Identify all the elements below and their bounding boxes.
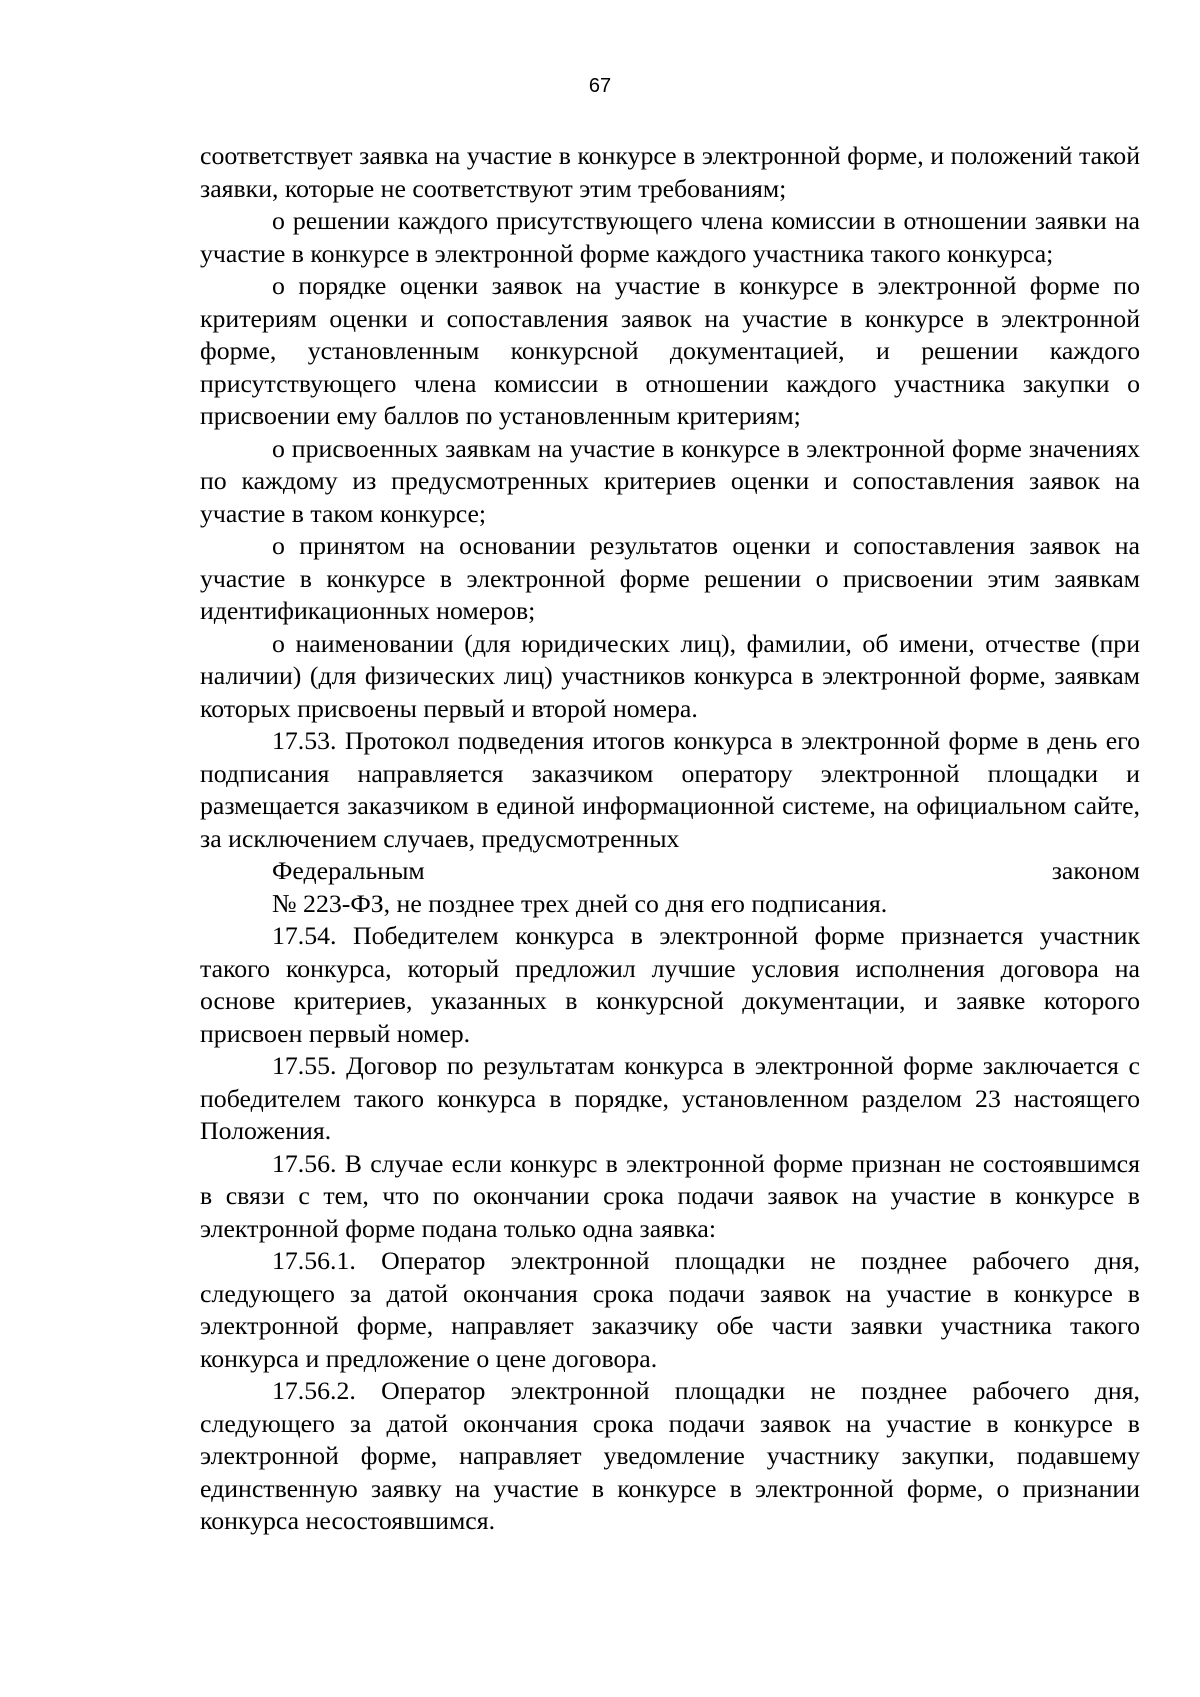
paragraph-evaluation-order: о порядке оценки заявок на участие в конкурсе в электронной форме по критериям оценки и сопоставления заявок на участие в конкурсе в электронной форме, установленным конкурсной документацией, и решении каждого присутствующего члена комиссии в отношении каждого участника закупки о присвоении ему баллов по установленным критериям; <box>200 271 1140 430</box>
paragraph-requirements-continuation: соответствует заявка на участие в конкурсе в электронной форме, и положений такой заявки, которые не соответствуют этим требованиям; <box>200 141 1140 203</box>
document-body <box>200 140 1140 1538</box>
paragraph-participant-names: о наименовании (для юридических лиц), фамилии, об имени, отчестве (при наличии) (для физических лиц) участников конкурса в электронной форме, заявкам которых присвоены первый и второй номера. <box>200 628 1140 723</box>
paragraph-identification-numbers: о принятом на основании результатов оценки и сопоставления заявок на участие в конкурсе в электронной форме решении о присвоении этим заявкам идентификационных номеров; <box>200 531 1140 625</box>
paragraph-17-56-2: 17.56.2. Оператор электронной площадки не позднее рабочего дня, следующего за датой окончания срока подачи заявок на участие в конкурсе в электронной форме, направляет уведомление участнику закупки, подавшему единственную заявку на участие в конкурсе в электронной форме, о признании конкурса несостоявшимся. <box>200 1376 1140 1535</box>
paragraph-17-56-1: 17.56.1. Оператор электронной площадки не позднее рабочего дня, следующего за датой окончания срока подачи заявок на участие в конкурсе в электронной форме, направляет заказчику обе части заявки участника такого конкурса и предложение о цене договора. <box>200 1246 1140 1373</box>
paragraph-17-56: 17.56. В случае если конкурс в электронной форме признан не состоявшимся в связи с тем, что по окончании срока подачи заявок на участие в конкурсе в электронной форме подана только одна заявка: <box>200 1148 1140 1243</box>
paragraph-17-53-law-line: Федеральным законом <box>272 856 1140 885</box>
paragraph-17-53 <box>200 725 1140 920</box>
page-number: 67 <box>588 75 612 97</box>
paragraph-assigned-values: о присвоенных заявкам на участие в конкурсе в электронной форме значениях по каждому из предусмотренных критериев оценки и сопоставления заявок на участие в таком конкурсе; <box>200 433 1140 528</box>
paragraph-17-53-tail: № 223-ФЗ, не позднее трех дней со дня его подписания. <box>272 888 888 918</box>
paragraph-commission-decision: о решении каждого присутствующего члена комиссии в отношении заявки на участие в конкурсе в электронной форме каждого участника такого конкурса; <box>200 206 1140 268</box>
paragraph-17-55: 17.55. Договор по результатам конкурса в электронной форме заключается с победителем такого конкурса в порядке, установленном разделом 23 настоящего Положения. <box>200 1051 1140 1145</box>
paragraph-17-53-main: 17.53. Протокол подведения итогов конкурса в электронной форме в день его подписания направляется заказчиком оператору электронной площадки и размещается заказчиком в единой информационной системе, на официальном сайте, за исключением случаев, предусмотренных <box>200 726 1140 853</box>
paragraph-17-54: 17.54. Победителем конкурса в электронной форме признается участник такого конкурса, который предложил лучшие условия исполнения договора на основе критериев, указанных в конкурсной документации, и заявке которого присвоен первый номер. <box>200 921 1140 1048</box>
